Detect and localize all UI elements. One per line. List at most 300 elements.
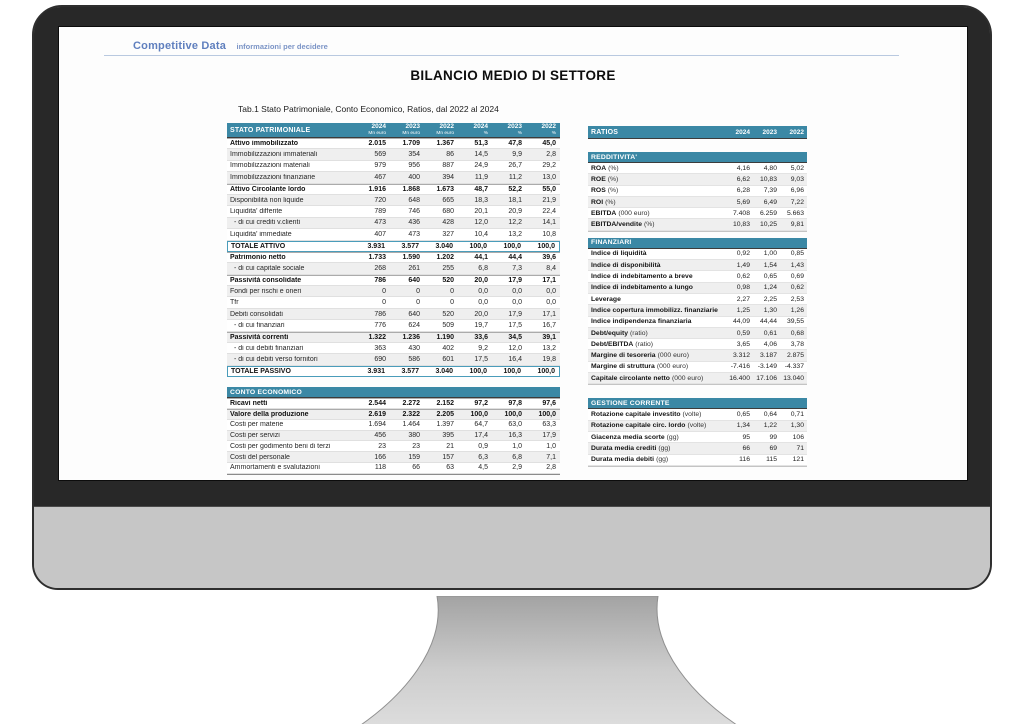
row-value: 100,0 [503, 242, 521, 250]
row-value: 0,0 [512, 299, 522, 307]
row-value: 520 [442, 310, 454, 318]
row-value: 1.236 [402, 333, 420, 341]
row-value: 1,30 [763, 306, 777, 314]
sp-col-header [390, 123, 424, 137]
row-value: 261 [408, 264, 420, 272]
row-label: Attivo immobilizzato [230, 140, 299, 148]
table-row [588, 294, 807, 305]
table-row [227, 229, 560, 240]
row-value: 26,7 [508, 162, 522, 170]
table-row [227, 206, 560, 217]
row-value: 13.040 [783, 374, 804, 382]
table-row [227, 398, 560, 409]
row-value: 746 [408, 208, 420, 216]
row-value: 1,25 [736, 306, 750, 314]
row-label: EBITDA (000 euro) [591, 209, 650, 217]
table-row [588, 362, 807, 373]
row-value: 2,25 [763, 295, 777, 303]
row-value: 34,5 [508, 333, 522, 341]
row-value: 100,0 [470, 410, 488, 418]
row-label: ROA (%) [591, 164, 619, 172]
row-value: 17,5 [508, 321, 522, 329]
row-value: 17,1 [542, 310, 556, 318]
row-value: 23 [378, 442, 386, 450]
row-value: 586 [408, 356, 420, 364]
row-value: 17,9 [542, 431, 556, 439]
table-row [227, 420, 560, 431]
row-value: 3,78 [790, 340, 804, 348]
row-label: Tfr [230, 299, 239, 307]
row-value: 6,8 [478, 264, 488, 272]
row-value: 2.619 [368, 410, 386, 418]
sp-table-title: STATO PATRIMONIALE [230, 126, 311, 134]
row-value: 3.040 [435, 368, 453, 375]
table-row [588, 443, 807, 454]
row-value: 1,30 [790, 422, 804, 430]
brand-name: Competitive Data [133, 40, 227, 52]
table-row [227, 218, 560, 229]
row-value: 1,54 [763, 261, 777, 269]
row-value: 116 [739, 456, 750, 464]
row-label: Indice indipendenza finanziaria [591, 318, 692, 326]
table-row [588, 317, 807, 328]
row-label: EBITDA/vendite (%) [591, 221, 655, 229]
row-value: 39,55 [786, 318, 804, 326]
row-value: 63,3 [542, 421, 556, 429]
row-value: 2,27 [736, 295, 750, 303]
row-value: 52,2 [508, 185, 522, 193]
row-value: 16.400 [729, 374, 750, 382]
row-value: 789 [374, 208, 386, 216]
row-value: 1,34 [736, 422, 750, 430]
row-value: 430 [408, 344, 420, 352]
table-row [588, 328, 807, 339]
row-value: 4,16 [736, 164, 750, 172]
row-value: 1.673 [436, 185, 454, 193]
row-value: 1.367 [436, 140, 454, 148]
row-value: 786 [374, 310, 386, 318]
row-value: 680 [442, 208, 454, 216]
row-value: 2,53 [790, 295, 804, 303]
row-label: - di cui crediti v.clienti [234, 219, 301, 227]
row-value: 0 [382, 287, 386, 295]
row-value: 0,98 [736, 284, 750, 292]
col-unit-label: % [483, 130, 488, 136]
table-row [588, 305, 807, 316]
table-row [588, 283, 807, 294]
row-value: 21,9 [542, 196, 556, 204]
row-value: 380 [408, 431, 420, 439]
row-value: 7,22 [790, 198, 804, 206]
ce-table-body [227, 398, 560, 474]
row-value: 13,2 [542, 344, 556, 352]
row-value: 456 [374, 431, 386, 439]
monitor-bezel [34, 7, 990, 507]
row-value: 39,1 [542, 333, 556, 341]
row-label: Costi per godimento beni di terzi [230, 442, 331, 450]
sp-col-header [526, 123, 560, 137]
row-value: 21 [446, 442, 454, 450]
row-label: Patrimonio netto [230, 254, 286, 262]
row-value: -4.337 [784, 363, 804, 371]
row-value: 5.663 [786, 209, 804, 217]
table-row [588, 350, 807, 361]
table-row [227, 149, 560, 160]
row-value: 17.106 [756, 374, 777, 382]
row-value: 12,0 [508, 344, 522, 352]
table-row [227, 138, 560, 149]
row-label: Indice di indebitamento a lungo [591, 284, 693, 292]
col-unit-label: Mn euro [402, 130, 420, 136]
col-year-label: 2022 [439, 123, 454, 131]
conto-economico-table [227, 387, 560, 475]
row-value: 63 [446, 464, 454, 472]
row-value: 71 [796, 444, 804, 452]
row-value: 20,0 [474, 276, 488, 284]
col-unit-label: % [517, 130, 522, 136]
table-row [227, 172, 560, 183]
row-value: 1.322 [368, 333, 386, 341]
row-value: 16,4 [508, 356, 522, 364]
row-value: 55,0 [542, 185, 556, 193]
row-value: 0,0 [546, 299, 556, 307]
row-label: TOTALE ATTIVO [231, 242, 286, 250]
row-value: 100,0 [537, 368, 555, 375]
row-value: 1,26 [790, 306, 804, 314]
row-value: 0,0 [478, 287, 488, 295]
ratios-title: RATIOS [591, 128, 619, 136]
row-value: 4,5 [478, 464, 488, 472]
row-value: 106 [792, 433, 804, 441]
table-row [588, 432, 807, 443]
ratios-section-body [588, 249, 807, 386]
row-value: 2.875 [786, 352, 804, 360]
table-row [227, 343, 560, 354]
ratios-table-header [588, 126, 807, 139]
col-unit-label: % [551, 130, 556, 136]
row-value: 569 [374, 151, 386, 159]
row-value: 509 [442, 321, 454, 329]
row-value: 0,62 [790, 284, 804, 292]
row-value: 776 [374, 321, 386, 329]
row-value: 95 [742, 433, 750, 441]
row-value: 4,06 [763, 340, 777, 348]
row-value: 33,6 [474, 333, 488, 341]
row-label: Ammortamenti e svalutazioni [230, 464, 320, 472]
table-row [227, 463, 560, 474]
sp-table-header [227, 123, 560, 138]
row-value: 1,22 [763, 422, 777, 430]
table-row [588, 186, 807, 197]
row-value: 100,0 [469, 242, 487, 250]
row-value: 1.397 [436, 421, 454, 429]
row-value: 395 [442, 431, 454, 439]
row-value: 3.040 [435, 242, 453, 250]
row-value: 18,1 [508, 196, 522, 204]
row-value: 20,1 [474, 208, 488, 216]
row-value: 3.577 [401, 368, 419, 375]
row-value: 16,7 [542, 321, 556, 329]
table-row [588, 219, 807, 230]
sp-col-header [424, 123, 458, 137]
brand-divider [104, 55, 899, 56]
col-unit-label: Mn euro [436, 130, 454, 136]
table-row [588, 421, 807, 432]
row-label: Rotazione capitale circ. lordo (volte) [591, 422, 707, 430]
row-value: 640 [408, 276, 420, 284]
row-value: 0,92 [736, 250, 750, 258]
row-value: 64,7 [474, 421, 488, 429]
row-value: 648 [408, 196, 420, 204]
row-value: 640 [408, 310, 420, 318]
sp-col-header [458, 123, 492, 137]
row-value: 10,83 [732, 221, 750, 229]
col-unit-label: Mn euro [368, 130, 386, 136]
row-value: 0,0 [546, 287, 556, 295]
row-value: 22,4 [542, 208, 556, 216]
row-value: 2.544 [368, 400, 386, 408]
row-value: 8,4 [546, 264, 556, 272]
row-value: 97,6 [542, 400, 556, 408]
row-value: 5,69 [736, 198, 750, 206]
table-row [227, 286, 560, 297]
row-value: 1.868 [402, 185, 420, 193]
table-row [227, 252, 560, 263]
ratios-section-body [588, 409, 807, 466]
ratios-year-label: 2023 [762, 128, 777, 136]
row-value: 115 [766, 456, 777, 464]
row-label: ROE (%) [591, 175, 619, 183]
left-column [227, 123, 560, 475]
row-value: 3.931 [367, 242, 385, 250]
row-value: 10,83 [759, 175, 777, 183]
table-row [227, 452, 560, 463]
row-label: ROI (%) [591, 198, 616, 206]
row-value: 473 [408, 230, 420, 238]
row-value: 0,65 [736, 410, 750, 418]
row-label: Passività consolidate [230, 276, 302, 284]
row-value: 100,0 [503, 368, 521, 375]
row-label: Liquidita' differite [230, 208, 283, 216]
row-value: 19,7 [474, 321, 488, 329]
row-value: 10,25 [759, 221, 777, 229]
row-label: - di cui debiti verso fornitori [234, 356, 318, 364]
row-value: 1,43 [790, 261, 804, 269]
row-value: 394 [442, 173, 454, 181]
table-row [588, 163, 807, 174]
row-value: 9,2 [478, 344, 488, 352]
row-value: 48,7 [474, 185, 488, 193]
table-row [588, 174, 807, 185]
row-value: 44,44 [759, 318, 777, 326]
row-value: 23 [412, 442, 420, 450]
table-row [588, 409, 807, 420]
row-label: Margine di struttura (000 euro) [591, 363, 689, 371]
table-row [227, 195, 560, 206]
row-label: Costi per servizi [230, 431, 280, 439]
row-value: 12,2 [508, 219, 522, 227]
row-label: Liquidita' immediate [230, 230, 292, 238]
row-value: 100,0 [537, 242, 555, 250]
row-value: 18,3 [474, 196, 488, 204]
row-value: 2,9 [512, 464, 522, 472]
row-value: 7,3 [512, 264, 522, 272]
row-value: 0,9 [478, 442, 488, 450]
row-value: 1,0 [512, 442, 522, 450]
row-value: 354 [408, 151, 420, 159]
ratios-section-title: REDDITIVITA' [588, 152, 807, 163]
ratios-year-label: 2022 [789, 128, 804, 136]
row-value: 6,49 [763, 198, 777, 206]
row-value: 1.190 [436, 333, 454, 341]
row-value: 14,5 [474, 151, 488, 159]
row-value: 99 [769, 433, 777, 441]
row-value: 12,0 [474, 219, 488, 227]
row-value: 6,62 [736, 175, 750, 183]
ratios-section-body [588, 163, 807, 232]
row-value: 20,9 [508, 208, 522, 216]
table-row [588, 197, 807, 208]
row-value: 6,3 [478, 453, 488, 461]
row-value: 17,9 [508, 310, 522, 318]
row-value: 956 [408, 162, 420, 170]
row-value: 0,69 [790, 273, 804, 281]
sp-col-header [356, 123, 390, 137]
table-row [227, 431, 560, 442]
row-value: -7.416 [730, 363, 750, 371]
row-value: 400 [408, 173, 420, 181]
row-value: 1,00 [763, 250, 777, 258]
table-subtitle: Tab.1 Stato Patrimoniale, Conto Economico, Ratios, dal 2022 al 2024 [238, 104, 499, 114]
row-value: 39,6 [542, 254, 556, 262]
ratios-year-headers [726, 126, 807, 138]
row-label: Durata media debiti (gg) [591, 456, 669, 464]
row-label: Capitale circolante netto (000 euro) [591, 374, 704, 382]
table-row [227, 409, 560, 420]
row-value: 0,68 [790, 329, 804, 337]
row-label: Indice di disponibilità [591, 261, 661, 269]
row-value: 10,8 [542, 230, 556, 238]
sp-col-headers [356, 123, 560, 137]
row-label: Costi del personale [230, 453, 290, 461]
row-value: 786 [374, 276, 386, 284]
ratios-sections [588, 152, 807, 467]
row-value: 1,0 [546, 442, 556, 450]
row-value: 0 [450, 299, 454, 307]
table-row [227, 309, 560, 320]
row-value: 100,0 [538, 410, 556, 418]
row-value: 402 [442, 344, 454, 352]
row-value: 44,1 [474, 254, 488, 262]
table-row [227, 366, 560, 377]
table-row [227, 441, 560, 452]
row-value: 473 [374, 219, 386, 227]
row-value: 14,1 [542, 219, 556, 227]
monitor-screen [58, 26, 968, 481]
row-value: 1.916 [368, 185, 386, 193]
row-label: Giacenza media scorte (gg) [591, 433, 679, 441]
table-row [588, 260, 807, 271]
row-value: 255 [442, 264, 454, 272]
row-label: Costi per materie [230, 421, 284, 429]
row-value: 16,3 [508, 431, 522, 439]
row-label: Debt/EBITDA (ratio) [591, 340, 654, 348]
ratios-section [588, 398, 807, 466]
row-value: 19,8 [542, 356, 556, 364]
row-value: 0,65 [763, 273, 777, 281]
row-label: Indice di liquidità [591, 250, 647, 258]
row-value: 13,2 [508, 230, 522, 238]
row-value: 20,0 [474, 310, 488, 318]
row-value: 979 [374, 162, 386, 170]
row-value: 11,2 [508, 173, 522, 181]
col-year-label: 2023 [507, 123, 522, 131]
row-label: Valore della produzione [230, 410, 309, 418]
page-title: BILANCIO MEDIO DI SETTORE [410, 68, 616, 83]
row-label: Immobilizzazioni immateriali [230, 151, 318, 159]
row-value: 63,0 [508, 421, 522, 429]
monitor-frame [32, 5, 992, 590]
brand-logo [133, 36, 328, 54]
ratios-section [588, 152, 807, 232]
row-value: 2.322 [402, 410, 420, 418]
row-value: 45,0 [542, 140, 556, 148]
row-value: 2,8 [546, 464, 556, 472]
row-value: 121 [792, 456, 804, 464]
ce-table-title: CONTO ECONOMICO [227, 387, 560, 398]
monitor-chin [34, 504, 990, 588]
col-year-label: 2023 [405, 123, 420, 131]
row-value: 1,49 [736, 261, 750, 269]
row-value: 159 [408, 453, 420, 461]
row-value: 13,0 [542, 173, 556, 181]
row-label: Debt/equity (ratio) [591, 329, 648, 337]
row-value: 0,71 [790, 410, 804, 418]
row-value: 467 [374, 173, 386, 181]
sp-col-header [492, 123, 526, 137]
ratios-section [588, 238, 807, 386]
row-value: 624 [408, 321, 420, 329]
row-value: 0,62 [736, 273, 750, 281]
table-row [227, 332, 560, 343]
table-row [588, 455, 807, 466]
row-value: 97,8 [508, 400, 522, 408]
row-value: 407 [374, 230, 386, 238]
col-year-label: 2024 [371, 123, 386, 131]
row-value: 1.590 [402, 254, 420, 262]
sp-table-body [227, 138, 560, 377]
row-label: Ricavi netti [230, 400, 268, 408]
row-value: 100,0 [469, 368, 487, 375]
row-label: TOTALE PASSIVO [231, 368, 291, 375]
row-value: 0,61 [763, 329, 777, 337]
row-value: 17,9 [508, 276, 522, 284]
row-value: 2,8 [546, 151, 556, 159]
row-label: Indice di indebitamento a breve [591, 273, 693, 281]
row-label: Fondi per rischi e oneri [230, 287, 302, 295]
table-row [227, 184, 560, 195]
row-value: 0,64 [763, 410, 777, 418]
row-value: 9,81 [790, 221, 804, 229]
row-value: 44,4 [508, 254, 522, 262]
table-row [588, 208, 807, 219]
row-label: Leverage [591, 295, 621, 303]
brand-tagline: informazioni per decidere [236, 42, 328, 51]
row-value: 66 [412, 464, 420, 472]
row-value: 17,4 [474, 431, 488, 439]
row-value: 51,3 [474, 140, 488, 148]
table-row [227, 354, 560, 365]
